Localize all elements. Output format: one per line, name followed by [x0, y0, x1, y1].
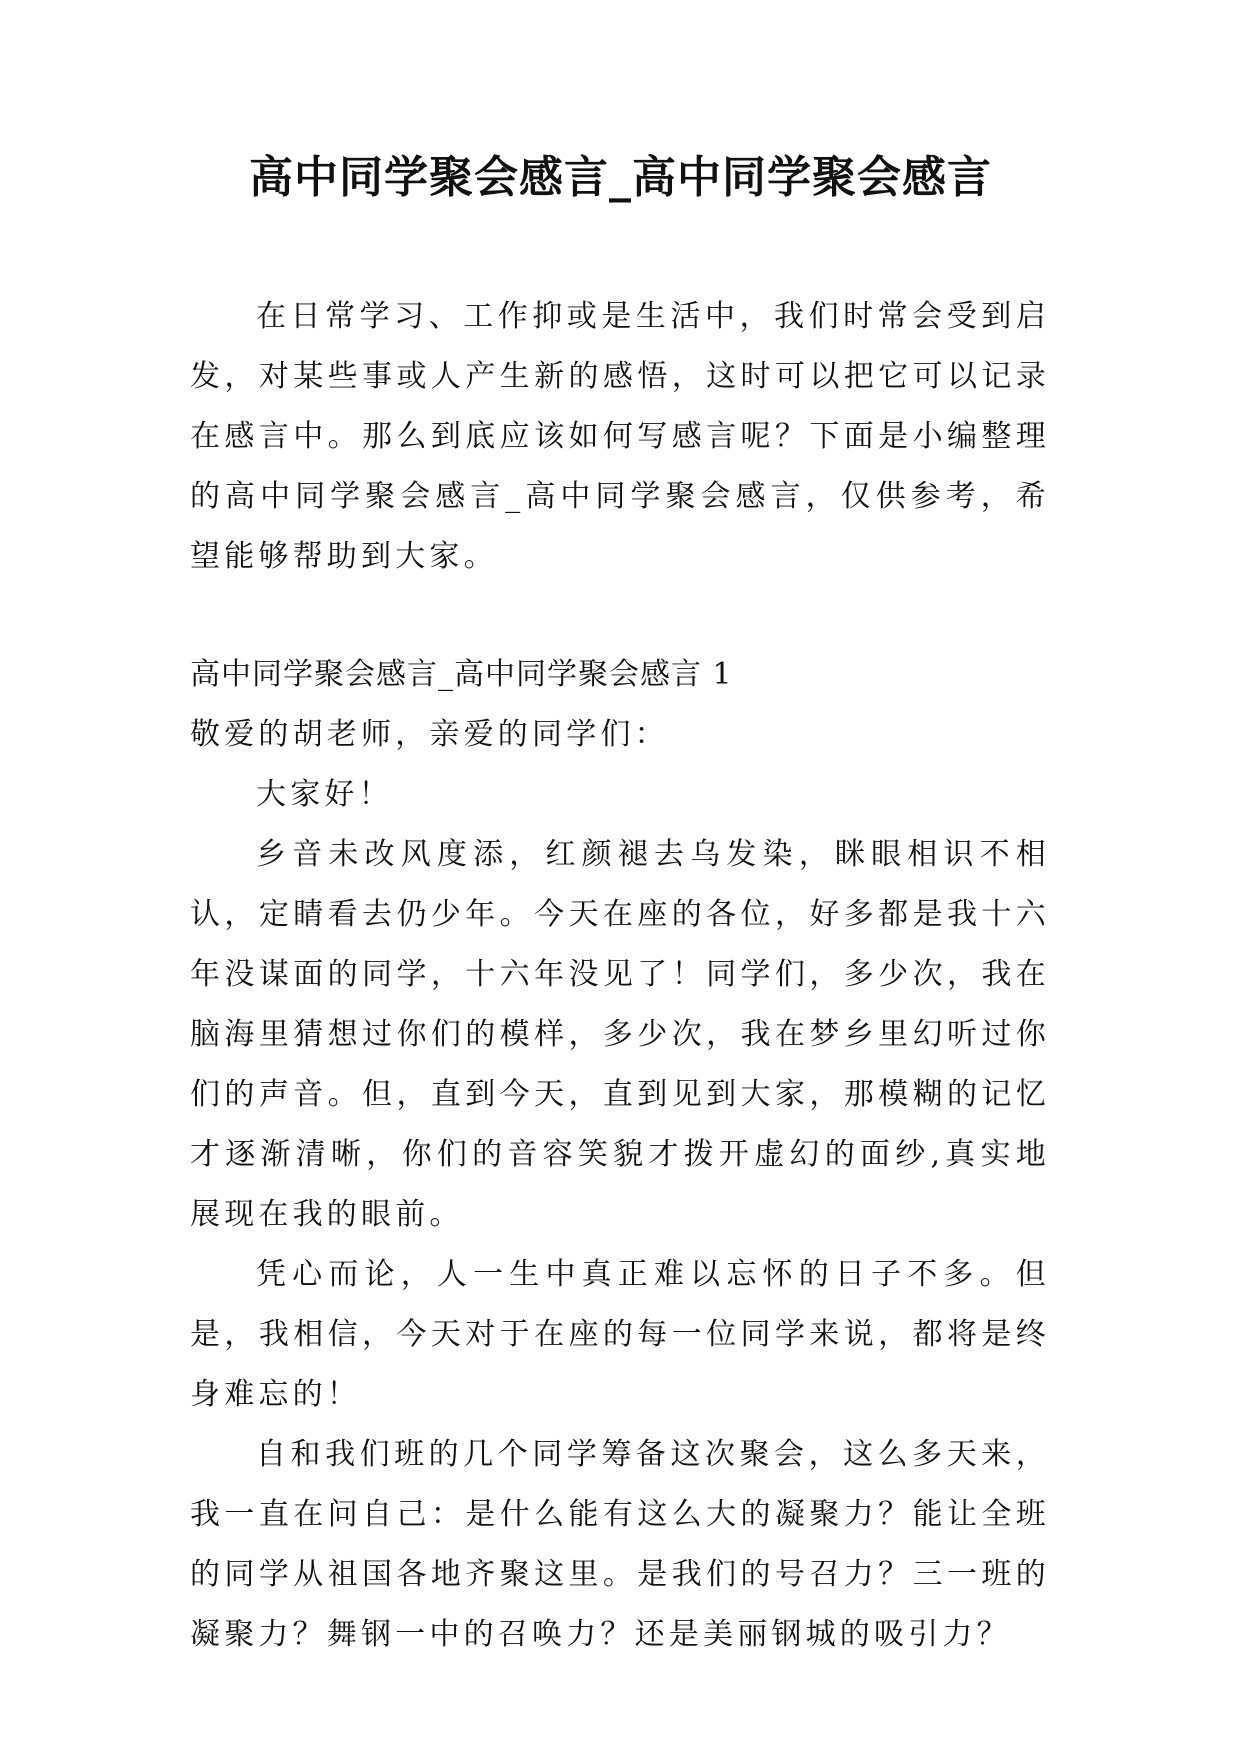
greeting: 大家好！	[256, 777, 393, 812]
document-body	[190, 287, 1050, 1665]
body-paragraph: 乡音未改风度添，红颜褪去乌发染，眯眼相识不相认，定睛看去仍少年。今天在座的各位，好多都是我十六年没谋面的同学，十六年没见了！同学们，多少次，我在脑海里猜想过你们的模样，多少次，我在梦乡里幻听过你们的声音。但，直到今天，直到见到大家，那模糊的记忆才逐渐清晰，你们的音容笑貌才拨开虚幻的面纱,真实地展现在我的眼前。	[190, 837, 1050, 1232]
document-title: 高中同学聚会感言_高中同学聚会感言	[249, 152, 992, 203]
section-heading: 高中同学聚会感言_高中同学聚会感言 1	[190, 657, 733, 692]
body-paragraph: 凭心而论，人一生中真正难以忘怀的日子不多。但是，我相信，今天对于在座的每一位同学来说，都将是终身难忘的！	[190, 1257, 1050, 1412]
body-paragraph: 自和我们班的几个同学筹备这次聚会，这么多天来，我一直在问自己：是什么能有这么大的凝聚力？能让全班的同学从祖国各地齐聚这里。是我们的号召力？三一班的凝聚力？舞钢一中的召唤力？还是美丽钢城的吸引力？	[190, 1437, 1050, 1652]
intro-paragraph: 在日常学习、工作抑或是生活中，我们时常会受到启发，对某些事或人产生新的感悟，这时可以把它可以记录在感言中。那么到底应该如何写感言呢？下面是小编整理的高中同学聚会感言_高中同学聚会感言，仅供参考，希望能够帮助到大家。	[190, 299, 1050, 574]
section-spacer	[190, 587, 1050, 645]
salutation: 敬爱的胡老师，亲爱的同学们：	[190, 717, 669, 752]
